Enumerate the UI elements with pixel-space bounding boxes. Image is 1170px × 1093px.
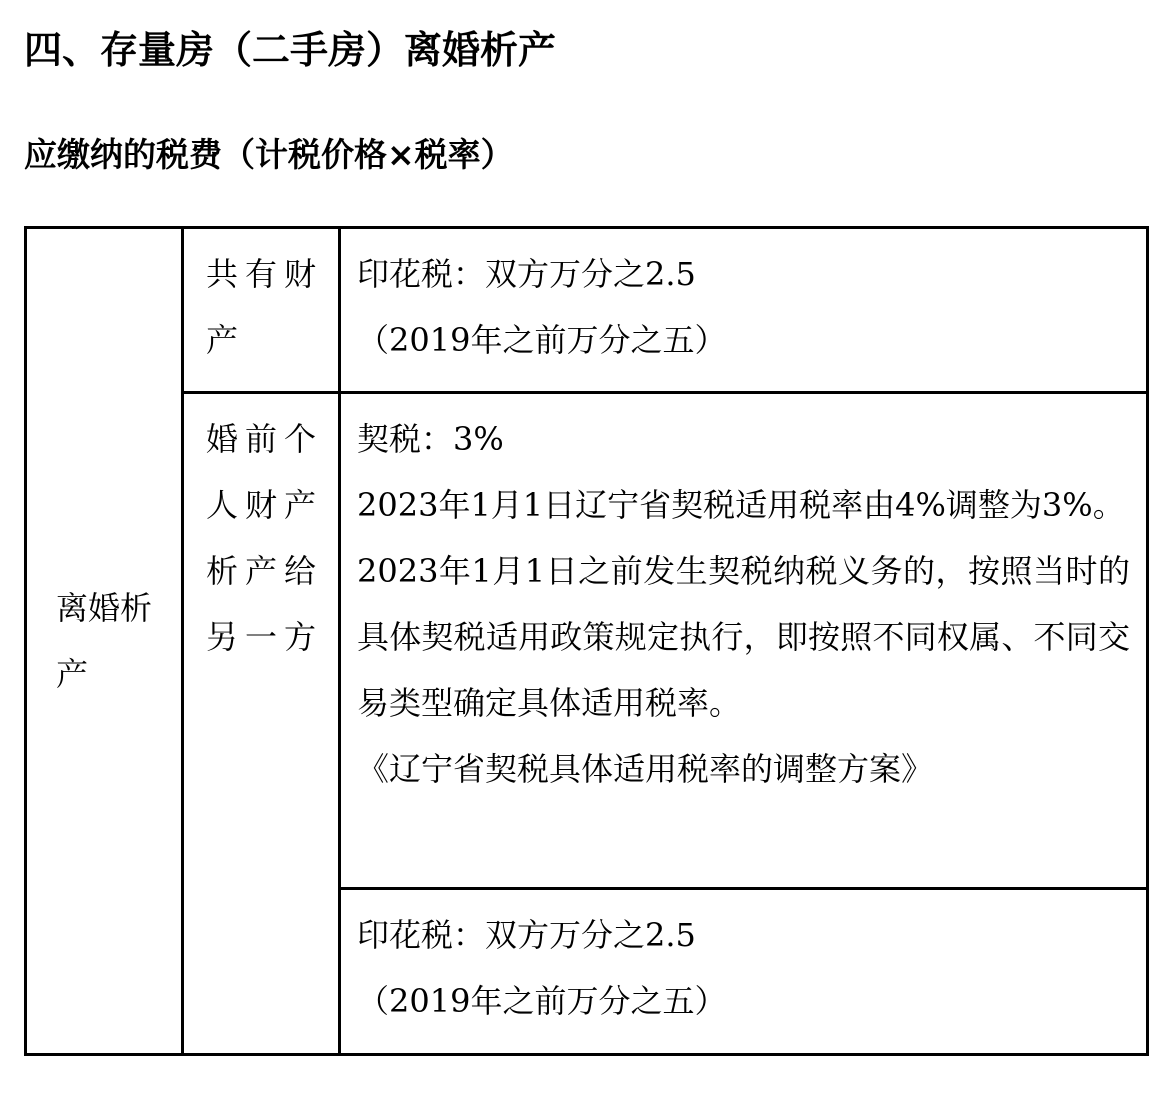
deed-tax-adjustment: 2023年1月1日辽宁省契税适用税率由4%调整为3%。 bbox=[357, 486, 1125, 524]
page-heading: 四、存量房（二手房）离婚析产 bbox=[24, 28, 557, 72]
table-row bbox=[26, 228, 1148, 393]
stamp-tax-line: 印花税：双方万分之2.5 bbox=[357, 916, 696, 954]
category-cell bbox=[26, 228, 183, 1055]
joint-property-tax-cell bbox=[340, 228, 1148, 393]
tax-table bbox=[24, 226, 1149, 1056]
deed-tax-source: 《辽宁省契税具体适用税率的调整方案》 bbox=[357, 750, 934, 788]
deed-tax-title: 契税：3% bbox=[357, 420, 504, 458]
page-subheading: 应缴纳的税费（计税价格×税率） bbox=[24, 135, 514, 174]
premarital-stamp-tax-cell bbox=[340, 889, 1148, 1055]
stamp-tax-note: （2019年之前万分之五） bbox=[357, 982, 727, 1020]
category-label: 离婚析产 bbox=[56, 589, 153, 693]
deed-tax-cell bbox=[340, 393, 1148, 889]
deed-tax-transition: 2023年1月1日之前发生契税纳税义务的，按照当时的具体契税适用政策规定执行，即按照不同权属、不同交易类型确定具体适用税率。 bbox=[357, 552, 1130, 722]
row-label-premarital-property: 婚前个人财产析产给另一方 bbox=[183, 393, 340, 1055]
stamp-tax-line: 印花税：双方万分之2.5 bbox=[357, 255, 696, 293]
stamp-tax-note: （2019年之前万分之五） bbox=[357, 321, 727, 359]
row-label-joint-property: 共有财产 bbox=[183, 228, 340, 393]
table-row bbox=[26, 393, 1148, 889]
